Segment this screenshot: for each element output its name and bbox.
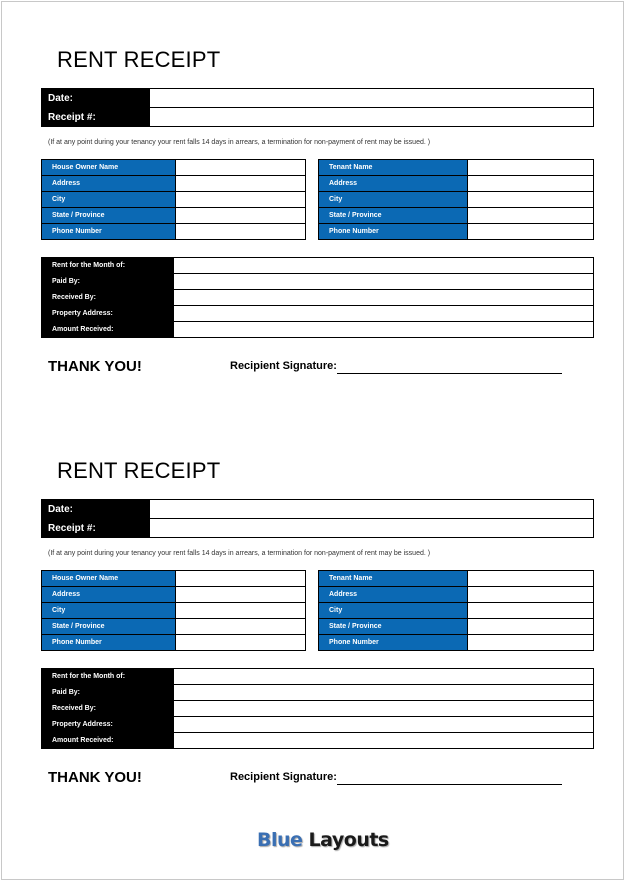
tenant-state-field[interactable] bbox=[468, 208, 594, 224]
paid-by-field[interactable] bbox=[174, 274, 594, 290]
owner-phone-label: Phone Number bbox=[42, 224, 176, 240]
tenant-state-field[interactable] bbox=[468, 619, 594, 635]
logo-part-blue: Blue bbox=[257, 829, 303, 851]
date-receipt-table bbox=[41, 88, 594, 127]
tenant-address-label: Address bbox=[319, 587, 468, 603]
amount-received-label: Amount Received: bbox=[42, 322, 174, 338]
rent-month-label: Rent for the Month of: bbox=[42, 258, 174, 274]
owner-name-label: House Owner Name bbox=[42, 160, 176, 176]
tenant-phone-label: Phone Number bbox=[319, 224, 468, 240]
tenant-city-label: City bbox=[319, 603, 468, 619]
property-address-field[interactable] bbox=[174, 306, 594, 322]
receipt-number-row bbox=[42, 108, 594, 127]
paid-by-field[interactable] bbox=[174, 685, 594, 701]
tenant-address-field[interactable] bbox=[468, 176, 594, 192]
signature-label: Recipient Signature: bbox=[230, 360, 337, 372]
tenant-address-field[interactable] bbox=[468, 587, 594, 603]
rent-receipt-2 bbox=[0, 458, 627, 818]
received-by-label: Received By: bbox=[42, 701, 174, 717]
owner-city-label: City bbox=[42, 192, 176, 208]
property-address-label: Property Address: bbox=[42, 306, 174, 322]
rent-month-field[interactable] bbox=[174, 669, 594, 685]
owner-address-label: Address bbox=[42, 587, 176, 603]
tenant-phone-field[interactable] bbox=[468, 635, 594, 651]
date-field[interactable] bbox=[150, 500, 594, 519]
rent-month-label: Rent for the Month of: bbox=[42, 669, 174, 685]
property-address-field[interactable] bbox=[174, 717, 594, 733]
received-by-label: Received By: bbox=[42, 290, 174, 306]
date-receipt-table bbox=[41, 499, 594, 538]
paid-by-label: Paid By: bbox=[42, 274, 174, 290]
date-label: Date: bbox=[42, 89, 150, 108]
receipt-number-field[interactable] bbox=[150, 519, 594, 538]
owner-name-field[interactable] bbox=[176, 571, 306, 587]
date-label: Date: bbox=[42, 500, 150, 519]
receipt-number-label: Receipt #: bbox=[42, 519, 150, 538]
property-address-label: Property Address: bbox=[42, 717, 174, 733]
thank-you-text: THANK YOU! bbox=[48, 358, 142, 375]
logo-part-layouts: Layouts bbox=[302, 829, 389, 851]
tenant-state-label: State / Province bbox=[319, 208, 468, 224]
rent-details-table bbox=[41, 257, 594, 338]
tenant-phone-field[interactable] bbox=[468, 224, 594, 240]
date-row bbox=[42, 89, 594, 108]
receipt-number-field[interactable] bbox=[150, 108, 594, 127]
signature-label: Recipient Signature: bbox=[230, 771, 337, 783]
signature-line[interactable] bbox=[337, 373, 562, 374]
signature-line[interactable] bbox=[337, 784, 562, 785]
tenant-state-label: State / Province bbox=[319, 619, 468, 635]
receipt-number-row bbox=[42, 519, 594, 538]
owner-state-label: State / Province bbox=[42, 619, 176, 635]
receipt-number-label: Receipt #: bbox=[42, 108, 150, 127]
owner-phone-field[interactable] bbox=[176, 635, 306, 651]
tenant-city-label: City bbox=[319, 192, 468, 208]
paid-by-label: Paid By: bbox=[42, 685, 174, 701]
amount-received-field[interactable] bbox=[174, 733, 594, 749]
owner-info-table bbox=[41, 159, 306, 240]
tenant-info-table bbox=[318, 159, 594, 240]
tenant-name-field[interactable] bbox=[468, 160, 594, 176]
rent-month-field[interactable] bbox=[174, 258, 594, 274]
arrears-note: (If at any point during your tenancy your rent falls 14 days in arrears, a termination for non-payment of rent may be issued. ) bbox=[48, 139, 431, 146]
owner-name-field[interactable] bbox=[176, 160, 306, 176]
owner-address-label: Address bbox=[42, 176, 176, 192]
blue-layouts-logo bbox=[257, 829, 389, 851]
owner-city-field[interactable] bbox=[176, 192, 306, 208]
owner-city-label: City bbox=[42, 603, 176, 619]
received-by-field[interactable] bbox=[174, 290, 594, 306]
amount-received-field[interactable] bbox=[174, 322, 594, 338]
arrears-note: (If at any point during your tenancy your rent falls 14 days in arrears, a termination for non-payment of rent may be issued. ) bbox=[48, 550, 431, 557]
tenant-name-label: Tenant Name bbox=[319, 160, 468, 176]
owner-state-label: State / Province bbox=[42, 208, 176, 224]
owner-city-field[interactable] bbox=[176, 603, 306, 619]
date-field[interactable] bbox=[150, 89, 594, 108]
rent-details-table bbox=[41, 668, 594, 749]
tenant-phone-label: Phone Number bbox=[319, 635, 468, 651]
tenant-city-field[interactable] bbox=[468, 192, 594, 208]
tenant-info-table bbox=[318, 570, 594, 651]
owner-state-field[interactable] bbox=[176, 619, 306, 635]
thank-you-text: THANK YOU! bbox=[48, 769, 142, 786]
owner-address-field[interactable] bbox=[176, 176, 306, 192]
owner-name-label: House Owner Name bbox=[42, 571, 176, 587]
owner-phone-label: Phone Number bbox=[42, 635, 176, 651]
owner-phone-field[interactable] bbox=[176, 224, 306, 240]
tenant-city-field[interactable] bbox=[468, 603, 594, 619]
tenant-name-field[interactable] bbox=[468, 571, 594, 587]
date-row bbox=[42, 500, 594, 519]
owner-address-field[interactable] bbox=[176, 587, 306, 603]
tenant-address-label: Address bbox=[319, 176, 468, 192]
received-by-field[interactable] bbox=[174, 701, 594, 717]
receipt-title: RENT RECEIPT bbox=[57, 458, 221, 483]
owner-state-field[interactable] bbox=[176, 208, 306, 224]
rent-receipt-1 bbox=[0, 47, 627, 407]
owner-info-table bbox=[41, 570, 306, 651]
amount-received-label: Amount Received: bbox=[42, 733, 174, 749]
tenant-name-label: Tenant Name bbox=[319, 571, 468, 587]
receipt-title: RENT RECEIPT bbox=[57, 47, 221, 72]
